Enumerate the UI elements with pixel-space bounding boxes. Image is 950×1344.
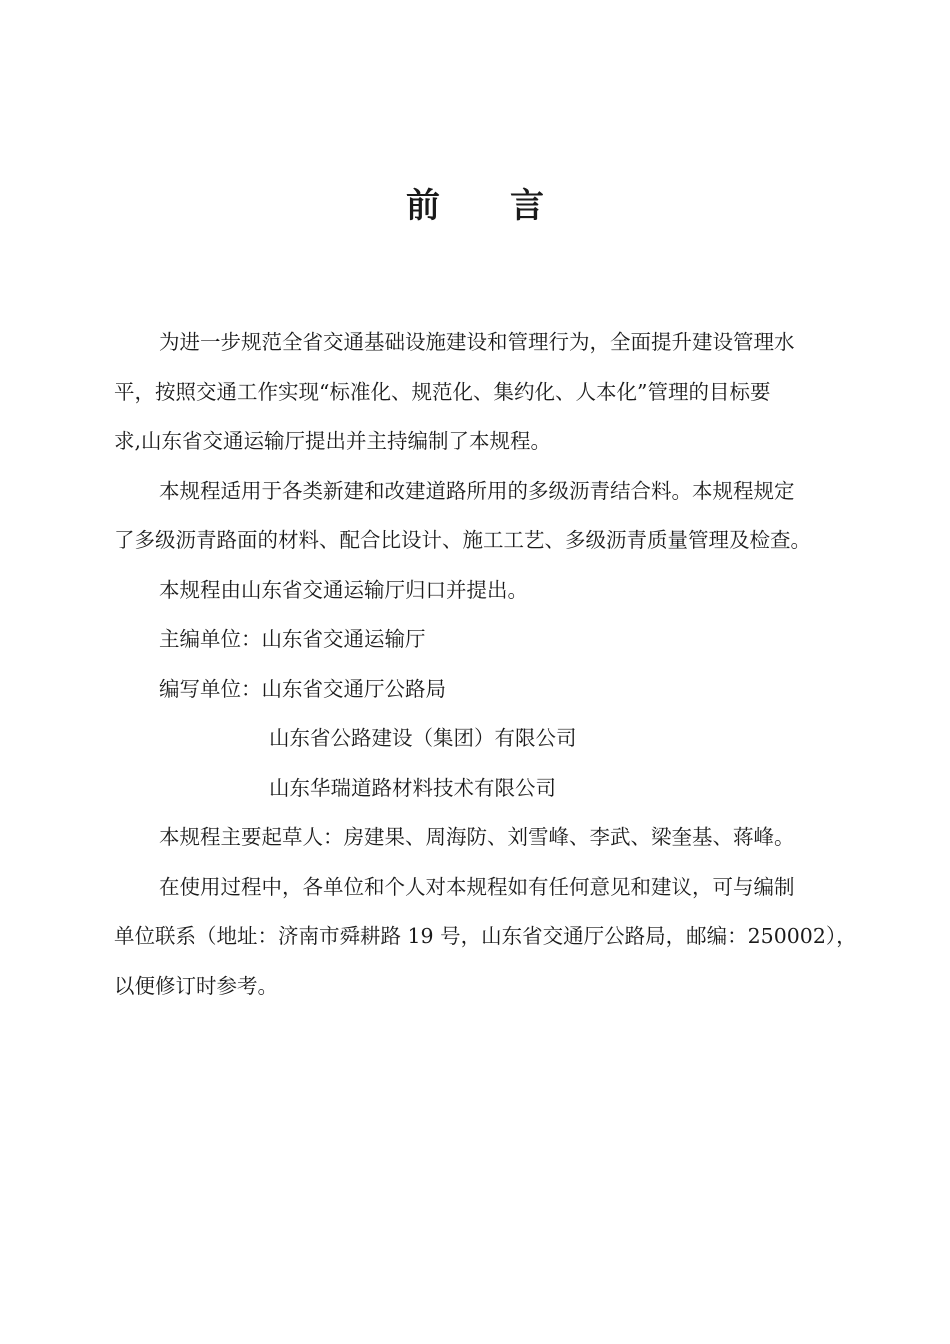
paragraph-scope [114, 467, 859, 566]
title-char-2: 言 [510, 186, 544, 226]
preface-body [114, 318, 859, 1011]
text-line: 为进一步规范全省交通基础设施建设和管理行为，全面提升建设管理水 [159, 330, 795, 354]
text-line: 山东省公路建设（集团）有限公司 [269, 726, 577, 750]
title-char-1: 前 [406, 186, 440, 226]
text-line: 本规程由山东省交通运输厅归口并提出。 [159, 577, 528, 602]
writing-unit-2 [114, 714, 859, 764]
text-line: 单位联系（地址：济南市舜耕路 19 号，山东省交通厅公路局，邮编：250002）， [114, 924, 857, 948]
text-line: 本规程适用于各类新建和改建道路所用的多级沥青结合料。本规程规定 [159, 478, 795, 503]
text-line: 了多级沥青路面的材料、配合比设计、施工工艺、多级沥青质量管理及检查。 [114, 528, 811, 552]
text-line: 以便修订时参考。 [114, 973, 278, 998]
text-line: 平，按照交通工作实现“标准化、规范化、集约化、人本化”管理的目标要 [114, 379, 771, 404]
writing-unit-3 [114, 764, 859, 814]
paragraph-purpose [114, 318, 859, 467]
text-line: 在使用过程中，各单位和个人对本规程如有任何意见和建议，可与编制 [159, 874, 795, 899]
page-title [0, 178, 950, 227]
paragraph-writing-units [114, 665, 859, 715]
paragraph-ownership [114, 566, 859, 616]
text-line: 主编单位：山东省交通运输厅 [159, 627, 426, 651]
text-line: 编写单位：山东省交通厅公路局 [159, 676, 446, 701]
paragraph-drafters [114, 813, 859, 863]
text-line: 本规程主要起草人：房建果、周海防、刘雪峰、李武、梁奎基、蒋峰。 [159, 825, 795, 849]
paragraph-feedback [114, 863, 859, 1012]
paragraph-chief-unit [114, 615, 859, 665]
text-line: 山东华瑞道路材料技术有限公司 [269, 775, 556, 800]
text-line: 求,山东省交通运输厅提出并主持编制了本规程。 [114, 429, 552, 453]
